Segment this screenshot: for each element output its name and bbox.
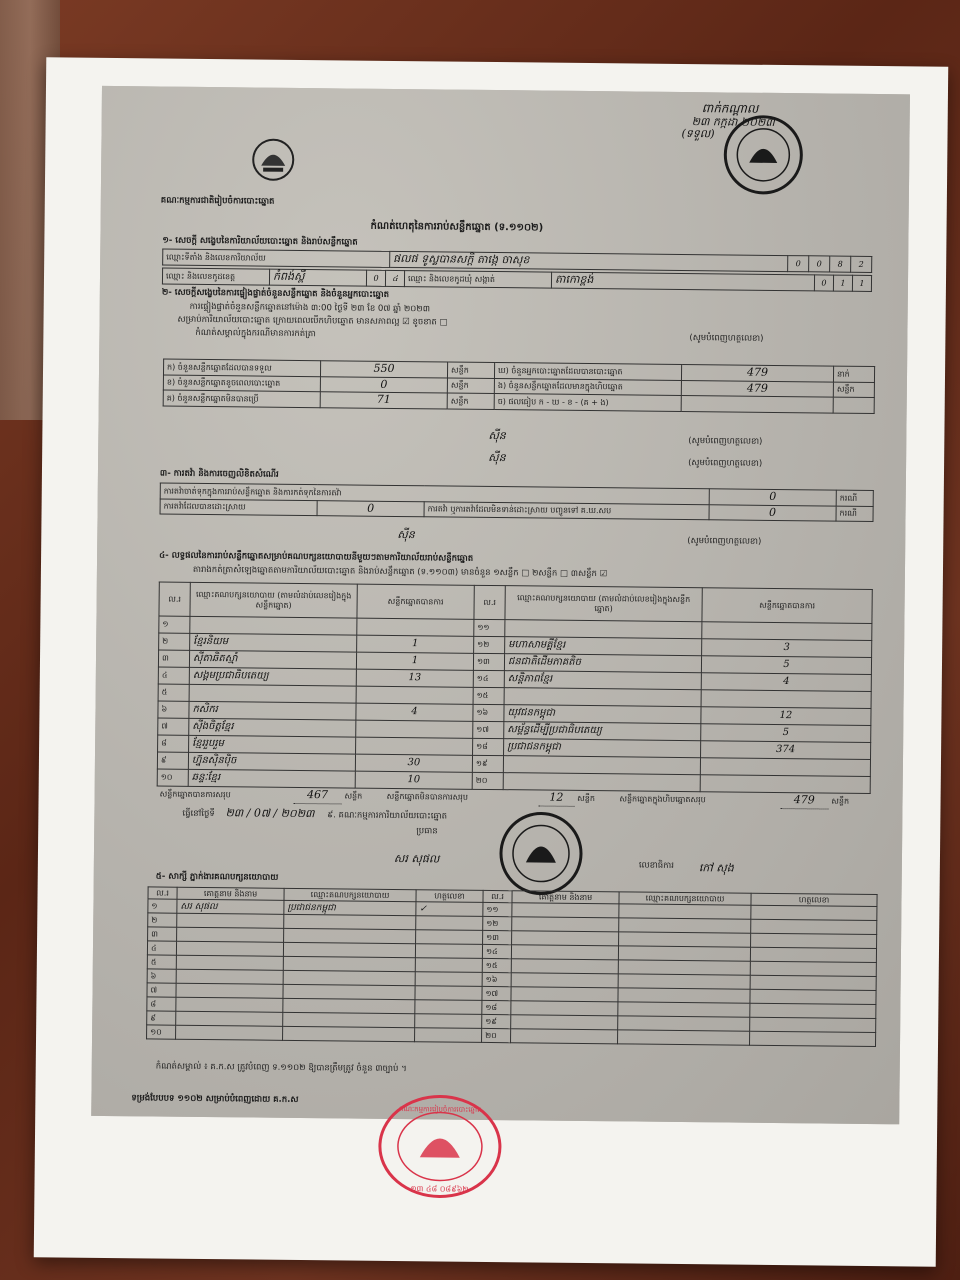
witness-party: [283, 985, 415, 1000]
vote-no: ២: [159, 633, 190, 650]
s1-code: 0: [366, 270, 385, 286]
witness-sign: [415, 986, 482, 1001]
witness-sign: [415, 958, 482, 973]
red-stamp-text: គណៈកម្មការរៀបចំការបោះឆ្នោត: [399, 1105, 482, 1114]
vote-party: ជនជាតិដើមភាគតិច: [504, 654, 701, 673]
chair-label: ប្រធាន: [416, 826, 438, 837]
date-row: [182, 807, 447, 823]
vote-party: ឆន្ទៈខ្មែរ: [188, 769, 355, 788]
witness-party: [618, 960, 750, 975]
vote-party: [189, 684, 356, 703]
secretary-signature: កៅ សុង: [698, 861, 734, 875]
s1-row1-label: ឈ្មោះទីតាំង និងលេខការិយាល័យ: [163, 249, 390, 267]
witness-name: [512, 931, 619, 946]
vote-count: 5: [701, 656, 871, 675]
s3-remark: ស៊ីន: [397, 528, 415, 542]
wt-col-no: ល.រ: [148, 887, 177, 899]
witness-name: សរ សុផល: [177, 899, 284, 914]
witness-sign: [750, 947, 876, 962]
s4-subtitle: តារាងកត់ត្រាសំឡេងឆ្នោតតាមការិយាល័យបោះឆ្នោត និងរាប់សន្លឹកឆ្នោត (ទ.១១០៣) មានចំនួន ១សន្លឹក □ ២សន្លឹក □ ៣សន្លឹក ☑: [192, 564, 608, 580]
s2-label2: ឃ) ចំនួនអ្នកបោះឆ្នោតដែលបានបោះឆ្នោត: [494, 363, 681, 381]
total-invalid-label: សន្លឹកឆ្នោតមិនបានការសរុប: [386, 791, 468, 802]
vt-col-no: ល.រ: [474, 585, 505, 619]
vote-party: [503, 773, 700, 792]
witness-no: ១២: [483, 917, 512, 931]
vote-no: ១៤: [473, 670, 504, 687]
s3-row1-value: 0: [709, 489, 836, 506]
witness-party: [619, 918, 751, 933]
witness-sign: [750, 975, 876, 990]
witness-name: [176, 969, 283, 984]
section1-title: ១- សេចក្តី សង្ខេបនៃការិយាល័យបោះឆ្នោត និងរាប់សន្លឹកឆ្នោត: [162, 235, 358, 248]
chair-signature: សរ សុផល: [393, 851, 440, 866]
vote-party: ខ្មែរនិយម: [190, 633, 357, 652]
s2-remark-label: កំណត់សម្គាល់ក្នុងករណីមានការកត់ត្រា: [195, 327, 316, 340]
witness-name: [177, 913, 284, 928]
vote-party: [504, 688, 701, 707]
witness-no: ១៦: [482, 973, 511, 987]
witness-sign: [751, 919, 877, 934]
witness-name: [511, 959, 618, 974]
date-label: ធ្វើនៅថ្ងៃទី: [182, 808, 215, 820]
vote-no: ៣: [158, 650, 189, 667]
vote-no: ១៧: [473, 721, 504, 738]
witness-no: ១: [148, 899, 177, 913]
red-stamp-code: ១៣ ៤៨ ០៨៩៦២: [410, 1184, 469, 1194]
s1-digit: 8: [830, 256, 851, 272]
total-invalid-value: 12: [539, 791, 575, 807]
witness-party: [284, 929, 416, 944]
unit-label: សន្លឹក: [344, 791, 363, 801]
s2-label: ខ) ចំនួនសន្លឹកឆ្នោតខូចពេលបោះឆ្នោត: [163, 375, 320, 392]
witness-sign: [415, 972, 482, 987]
section5-title: ៥- សាក្សី ភ្នាក់ងារគណបក្សនយោបាយ: [155, 871, 279, 883]
s1-row2-value: កំពង់ស្ពឺ: [269, 269, 366, 286]
s1-digit: 2: [851, 256, 872, 272]
total-valid-label: សន្លឹកឆ្នោតបានការសរុប: [159, 789, 231, 800]
round-seal-icon: [721, 112, 806, 197]
witness-sign: [749, 1031, 875, 1046]
vote-no: ១៥: [473, 687, 504, 704]
witness-no: ១៣: [483, 931, 512, 945]
vote-count: [356, 686, 473, 704]
witness-party: [283, 1027, 415, 1042]
witness-sign: [415, 1028, 482, 1043]
witness-no: ២: [148, 913, 177, 927]
s2-sign-note: (សូមបំពេញហត្ថលេខា): [689, 333, 764, 344]
witness-no: ៨: [147, 997, 176, 1011]
witness-no: ២០: [482, 1029, 511, 1043]
s2-unit: សន្លឹក: [447, 362, 494, 378]
vote-count: 1: [357, 635, 474, 653]
witness-sign: [416, 930, 483, 945]
stamp-line3: (ទទួល): [681, 127, 715, 141]
vote-party: [505, 620, 702, 639]
vote-count: 10: [355, 771, 472, 789]
witness-sign: [750, 1017, 876, 1032]
s1-digit: 0: [809, 256, 830, 272]
witness-table: [146, 886, 878, 1047]
s3-row1-label: ការតវ៉ាចាត់ទុកក្នុងការរាប់សន្លឹកឆ្នោត និងការកត់ទុកនៃការតវ៉ា: [160, 483, 709, 504]
wt-col-sign: ហត្ថលេខា: [751, 893, 877, 907]
vote-no: ៧: [158, 718, 189, 735]
s2-label: គ) ចំនួនសន្លឹកឆ្នោតមិនបានប្រើ: [163, 390, 320, 407]
s1-code: 0: [814, 275, 833, 291]
votes-table: [157, 582, 873, 794]
vote-count: [356, 720, 473, 738]
vote-party: [190, 616, 357, 635]
witness-party: [283, 999, 415, 1014]
s2-unit: សន្លឹក: [447, 378, 494, 394]
section2-table: [163, 359, 875, 414]
wt-col-party: ឈ្មោះគណបក្សនយោបាយ: [619, 892, 751, 906]
witness-no: ១៥: [482, 959, 511, 973]
witness-name: [511, 1015, 618, 1030]
vote-no: ១១: [474, 619, 505, 636]
vt-col-party: ឈ្មោះគណបក្សនយោបាយ (តាមលំដាប់លេខរៀងក្នុងសន្លឹកឆ្នោត): [505, 586, 702, 622]
total-box-label: សន្លឹកឆ្នោតក្នុងហិបឆ្នោតសរុប: [619, 794, 706, 805]
photocopied-form: [91, 86, 910, 1124]
vote-party: យុវជនកម្ពុជា: [504, 705, 701, 724]
vt-col-party: ឈ្មោះគណបក្សនយោបាយ (តាមលំដាប់លេខរៀងក្នុងសន្លឹកឆ្នោត): [190, 582, 357, 618]
vote-count: [700, 775, 870, 794]
witness-party: [283, 971, 415, 986]
witness-party: [618, 988, 750, 1003]
s2-remark2: ស៊ីន: [488, 428, 506, 443]
vote-count: [700, 758, 870, 777]
total-box-value: 479: [780, 793, 828, 809]
vote-no: ១៩: [472, 755, 503, 772]
witness-name: [176, 941, 283, 956]
s2-sign-note2: (សូមបំពេញហត្ថលេខា): [688, 436, 763, 447]
vote-no: ១៣: [473, 653, 504, 670]
witness-name: [176, 955, 283, 970]
s3-row2-label: ការតវ៉ាដែលបានដោះស្រាយ: [160, 499, 317, 516]
witness-party: [618, 1030, 750, 1045]
witness-sign: [751, 905, 877, 920]
s3-row2-value2: 0: [709, 504, 836, 521]
witness-no: ៧: [147, 983, 176, 997]
vote-count: 1: [356, 652, 473, 670]
vote-count: [356, 737, 473, 755]
vote-count: 12: [701, 707, 871, 726]
wt-col-name: គោត្តនាម និងនាម: [512, 891, 619, 904]
witness-sign: [416, 916, 483, 931]
witness-sign: [751, 933, 877, 948]
s3-row2-value: 0: [317, 500, 424, 517]
vote-count: [701, 690, 871, 709]
witness-no: ១៩: [482, 1015, 511, 1029]
s2-unit2: សន្លឹក: [833, 382, 874, 398]
witness-party: [283, 943, 415, 958]
vote-no: ១២: [474, 636, 505, 653]
vote-party: ស៊ីងចិត្តខ្មែរ: [189, 718, 356, 737]
unit-label: សន្លឹក: [577, 793, 595, 804]
witness-name: [511, 987, 618, 1002]
witness-party: [618, 946, 750, 961]
vote-no: ១: [159, 616, 190, 633]
vote-no: ៨: [158, 735, 189, 752]
vote-no: ២០: [472, 772, 503, 789]
signer-label: ៩. គណៈកម្មការការិយាល័យបោះឆ្នោត: [327, 810, 448, 822]
vote-party: ហ្វ៊ុនស៊ិនប៉ិច: [188, 752, 355, 771]
vote-no: ៤: [158, 667, 189, 684]
vote-party: សន្តិភាពខ្មែរ: [504, 671, 701, 690]
vote-count: [357, 618, 474, 636]
s1-code: 1: [852, 275, 871, 291]
vote-count: 3: [702, 639, 872, 658]
s2-label2: ច) ផលធៀប ក - ឃ - ខ - (គ + ង): [494, 394, 681, 412]
vote-count: 13: [356, 669, 473, 687]
vt-col-votes: សន្លឹកឆ្នោតបានការ: [702, 588, 872, 624]
vote-count: 4: [701, 673, 871, 692]
witness-party: [619, 904, 751, 919]
vote-party: មហាសាមគ្គីខ្មែរ: [505, 637, 702, 656]
s2-value2: [681, 396, 833, 413]
received-stamp: [681, 102, 821, 143]
witness-name: [512, 917, 619, 932]
s2-label2: ង) ចំនួនសន្លឹកឆ្នោតដែលមានក្នុងហិបឆ្នោត: [494, 378, 681, 396]
s1-row2-label: ឈ្មោះ និងលេខកូដខេត្ត: [162, 268, 269, 285]
vote-party: សម្ព័ន្ធដើម្បីប្រជាធិបតេយ្យ: [504, 722, 701, 741]
s1-row2-value2: តាកោខ្ពង់: [551, 272, 814, 290]
s2-label: ក) ចំនួនសន្លឹកឆ្នោតដែលបានទទួល: [163, 359, 320, 376]
witness-name: [511, 1001, 618, 1016]
witness-name: [511, 973, 618, 988]
wt-col-name: គោត្តនាម និងនាម: [177, 887, 284, 900]
witness-sign: [415, 1014, 482, 1029]
vote-no: ៩: [157, 752, 188, 769]
s2-time: ការផ្ទៀងផ្ទាត់ចំនួនសន្លឹកឆ្នោតនៅម៉ោង ៣:00 ថ្ងៃទី ២៣ ខែ 0៧ ឆ្នាំ ២០២៣: [189, 301, 431, 315]
witness-sign: [750, 1003, 876, 1018]
vote-count: 374: [701, 741, 871, 760]
witness-name: [176, 1011, 283, 1026]
witness-name: [176, 983, 283, 998]
unit-label: សន្លឹក: [831, 796, 850, 806]
vote-no: ១៦: [473, 704, 504, 721]
witness-no: ១៨: [482, 1001, 511, 1015]
witness-party: [283, 957, 415, 972]
vote-count: [702, 622, 872, 641]
witness-party: [283, 1013, 415, 1028]
witness-name: [512, 903, 619, 918]
date-value: ២៣ / 0៧ / ២០២៣: [225, 806, 315, 821]
witness-party: [618, 974, 750, 989]
vote-party: សង្គមប្រជាធិបតេយ្យ: [189, 667, 356, 686]
s3-row2-label2: ការតវ៉ា ឬការតវ៉ាដែលមិនទាន់ដោះស្រាយ បញ្ជូនទៅ គ.ឃ.សប: [424, 501, 709, 520]
section3-table: [160, 483, 874, 523]
s1-row2-label2: ឈ្មោះ និងលេខកូដឃុំ សង្កាត់: [404, 271, 551, 288]
stamp-line1: ពាក់កណ្តាល: [701, 101, 759, 116]
witness-sign: [415, 944, 482, 959]
s2-value: 71: [320, 392, 447, 409]
vote-no: ១៨: [473, 738, 504, 755]
witness-party: [284, 915, 416, 930]
witness-no: ១៧: [482, 987, 511, 1001]
witness-no: ៩: [147, 1011, 176, 1025]
vote-party: កសិករ: [189, 701, 356, 720]
bottom-note: ទម្រង់បែបបទ ១១០២ សម្រាប់បំពេញដោយ គ.ក.ស: [131, 1093, 299, 1106]
s2-value2: 479: [681, 364, 833, 381]
s2-remark3: ស៊ីន: [488, 450, 506, 465]
witness-no: ៤: [147, 941, 176, 955]
vote-count: 30: [355, 754, 472, 772]
vt-col-no: ល.រ: [159, 582, 190, 616]
witness-name: [511, 945, 618, 960]
s2-value: 550: [320, 361, 447, 378]
total-valid-value: 467: [293, 788, 341, 804]
witness-no: ៥: [147, 955, 176, 969]
wt-col-party: ឈ្មោះគណបក្សនយោបាយ: [284, 888, 416, 902]
s1-digit: 0: [788, 256, 809, 272]
witness-party: [619, 932, 751, 947]
stamp-line2: ២៣ កក្កដា ២០២៣: [691, 114, 775, 129]
section2-title: ២- សេចក្តីសង្ខេបនៃការផ្ទៀងផ្ទាត់ចំនួនសន្លឹកឆ្នោត និងចំនួនអ្នកបោះឆ្នោត: [161, 287, 390, 300]
s2-unit2: នាក់: [833, 366, 874, 382]
s3-row2-unit2: ករណី: [836, 506, 873, 522]
s1-code: ៤: [385, 270, 404, 286]
witness-no: ១៤: [482, 945, 511, 959]
witness-party: [618, 1002, 750, 1017]
national-emblem-icon: [249, 135, 298, 184]
witness-sign: [750, 989, 876, 1004]
vote-no: ៦: [158, 701, 189, 718]
s3-row1-unit: ករណី: [836, 490, 873, 506]
vote-party: ស៊ីតាឆិតស្មាំ: [189, 650, 356, 669]
s1-code: 1: [833, 275, 852, 291]
vote-party: [503, 756, 700, 775]
witness-no: ១១: [483, 903, 512, 917]
witness-party: ប្រជាជនកម្ពុជា: [284, 901, 416, 916]
witness-name: [511, 1029, 618, 1044]
vote-no: ១០: [157, 769, 188, 786]
witness-no: ៦: [147, 969, 176, 983]
witness-sign: [415, 1000, 482, 1015]
witness-name: [176, 1025, 283, 1040]
wt-col-sign: ហត្ថលេខា: [416, 890, 483, 903]
s2-unit2: [833, 397, 874, 413]
witness-no: ១០: [147, 1025, 176, 1039]
office-seal-icon: [498, 810, 585, 897]
s2-unit: សន្លឹក: [447, 393, 494, 409]
form-title: កំណត់ហេតុនៃការរាប់សន្លឹកឆ្នោត (ទ.១១០២): [370, 220, 544, 234]
org-name: គណៈកម្មការជាតិរៀបចំការបោះឆ្នោត: [160, 195, 275, 207]
s2-sign-note3: (សូមបំពេញហត្ថលេខា): [688, 458, 763, 469]
witness-party: [618, 1016, 750, 1031]
s1-row1-value: ផលផ ទូស្លបានសក្តិ តាង្កេ ចាសុខ: [390, 251, 788, 271]
vote-party: ប្រជាជនកម្ពុជា: [504, 739, 701, 758]
section3-title: ៣- ការតវ៉ា និងការចេញលិខិតសំណើរ: [159, 468, 279, 480]
secretary-label: លេខាធិការ: [638, 860, 675, 871]
vote-count: 4: [356, 703, 473, 721]
witness-name: [177, 927, 284, 942]
witness-sign: [750, 961, 876, 976]
footnote: កំណត់សម្គាល់ ៖ គ.ក.ស ត្រូវបំពេញ ទ.១១០២ ឱ្យបានត្រឹមត្រូវ ចំនួន ៣ច្បាប់ ។: [155, 1061, 407, 1075]
s2-line2: សម្រាប់ការិយាល័យបោះឆ្នោត ក្រោយពេលបើកហិបឆ្នោត មានសភាពល្អ ☑ ខូចខាត □: [177, 314, 448, 328]
s2-value: 0: [320, 376, 447, 393]
vote-party: ខ្មែររួបរួម: [189, 735, 356, 754]
wt-col-no: ល.រ: [483, 890, 512, 902]
witness-no: ៣: [148, 927, 177, 941]
vote-count: 5: [701, 724, 871, 743]
witness-sign: ✓: [416, 902, 483, 917]
document-paper: [34, 57, 949, 1266]
vt-col-votes: សន្លឹកឆ្នោតបានការ: [357, 584, 474, 619]
section4-title: ៤- លទ្ធផលនៃការរាប់សន្លឹកឆ្នោតសម្រាប់គណបក្សនយោបាយនីមួយៗតាមការិយាល័យរាប់សន្លឹកឆ្នោត: [159, 550, 474, 564]
s3-sign-note: (សូមបំពេញហត្ថលេខា): [687, 536, 762, 547]
witness-name: [176, 997, 283, 1012]
s2-value2: 479: [681, 380, 833, 397]
vote-no: ៥: [158, 684, 189, 701]
